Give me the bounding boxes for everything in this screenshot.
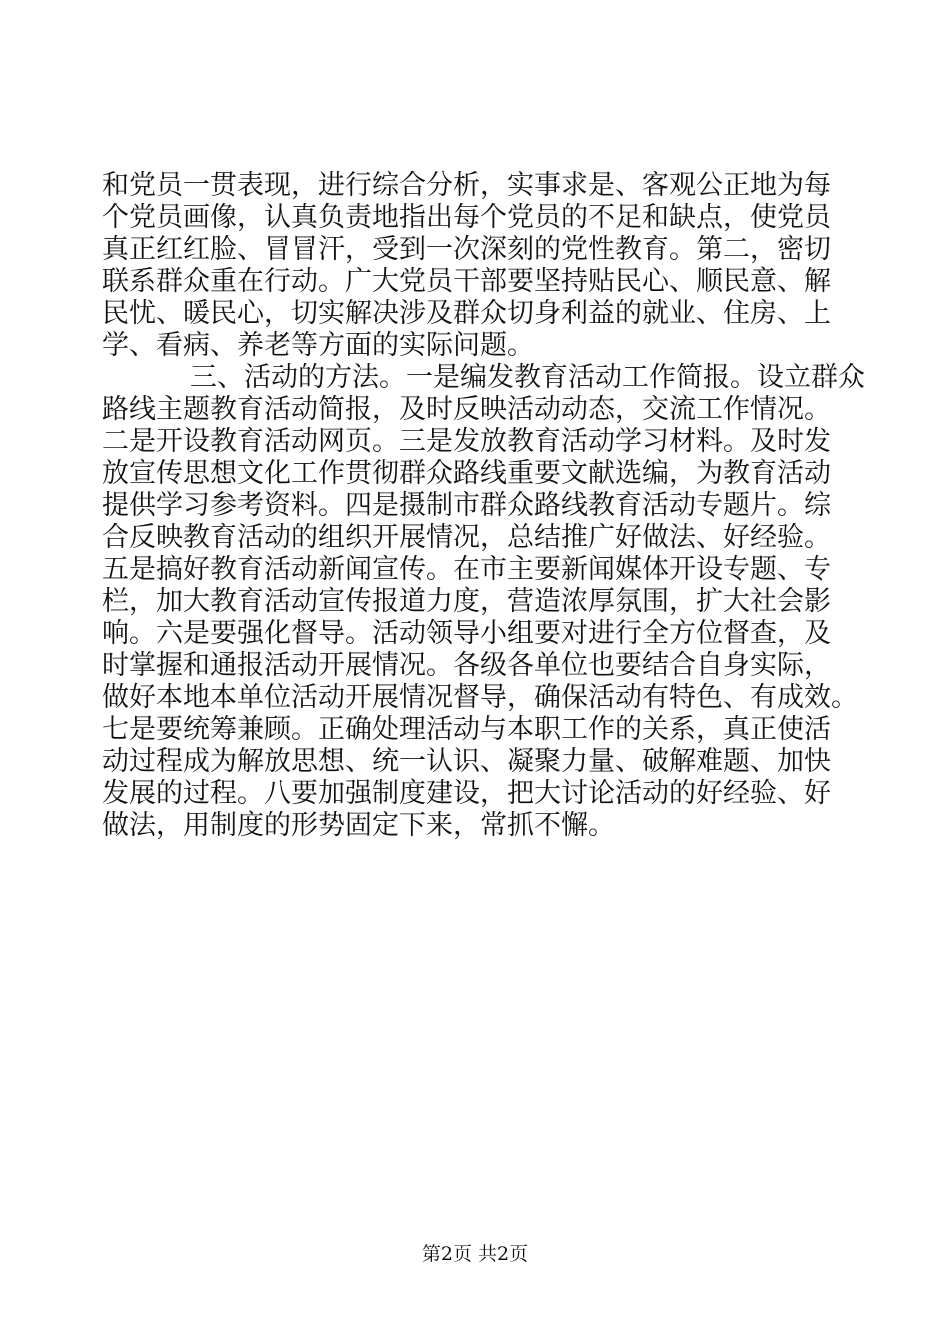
page-footer: 第2页 共2页 (421, 1243, 529, 1265)
text-line: 做法，用制度的形势固定下来，常抓不懈。 (102, 810, 615, 841)
text-line: 时掌握和通报活动开展情况。各级各单位也要结合自身实际， (102, 650, 831, 681)
text-line: 提供学习参考资料。四是摄制市群众路线教育活动专题片。综 (102, 490, 831, 521)
text-line: 学、看病、养老等方面的实际问题。 (102, 330, 534, 361)
document-body (102, 170, 865, 842)
text-line: 七是要统筹兼顾。正确处理活动与本职工作的关系，真正使活 (102, 714, 831, 745)
text-line: 和党员一贯表现，进行综合分析，实事求是、客观公正地为每 (102, 170, 831, 201)
text-line: 民忧、暖民心，切实解决涉及群众切身利益的就业、住房、上 (102, 298, 831, 329)
text-line: 个党员画像，认真负责地指出每个党员的不足和缺点，使党员 (102, 202, 831, 233)
text-line: 响。六是要强化督导。活动领导小组要对进行全方位督查，及 (102, 618, 831, 649)
text-line: 栏，加大教育活动宣传报道力度，营造浓厚氛围，扩大社会影 (102, 586, 831, 617)
text-line: 真正红红脸、冒冒汗，受到一次深刻的党性教育。第二，密切 (102, 234, 831, 265)
text-line: 联系群众重在行动。广大党员干部要坚持贴民心、顺民意、解 (102, 266, 831, 297)
text-line: 路线主题教育活动简报，及时反映活动动态，交流工作情况。 (102, 394, 831, 425)
text-line: 发展的过程。八要加强制度建设，把大讨论活动的好经验、好 (102, 778, 831, 809)
text-line: 动过程成为解放思想、统一认识、凝聚力量、破解难题、加快 (102, 746, 831, 777)
text-line: 放宣传思想文化工作贯彻群众路线重要文献选编，为教育活动 (102, 458, 831, 489)
text-line: 二是开设教育活动网页。三是发放教育活动学习材料。及时发 (102, 426, 831, 457)
text-line: 合反映教育活动的组织开展情况，总结推广好做法、好经验。 (102, 522, 831, 553)
text-line: 做好本地本单位活动开展情况督导，确保活动有特色、有成效。 (102, 682, 858, 713)
text-line: 五是搞好教育活动新闻宣传。在市主要新闻媒体开设专题、专 (102, 554, 831, 585)
section-heading-line: 三、活动的方法。一是编发教育活动工作简报。设立群众 (190, 362, 865, 393)
